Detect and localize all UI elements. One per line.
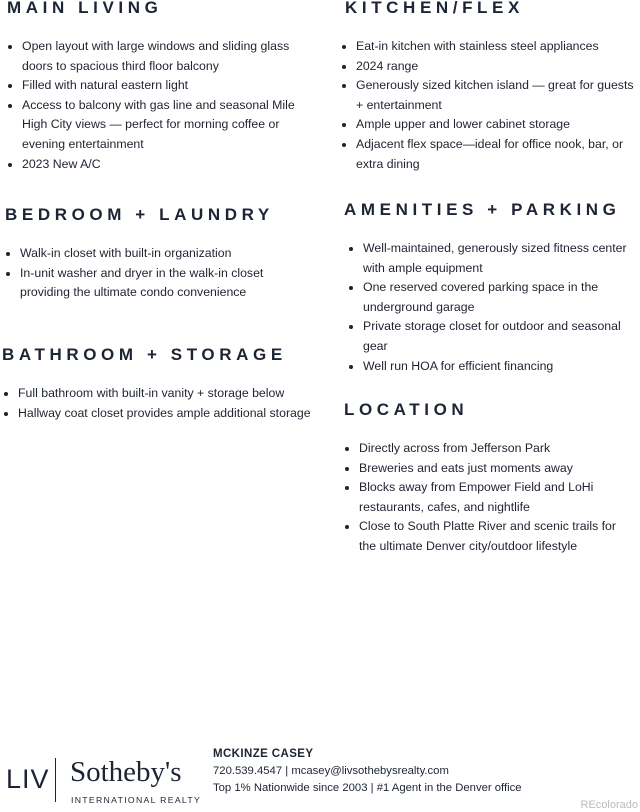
- section-kitchen-flex: [345, 0, 635, 174]
- list-item: Hallway coat closet provides ample additional storage: [3, 404, 312, 424]
- section-location: [344, 400, 634, 557]
- section-bedroom-laundry: [5, 205, 305, 303]
- list-item: Walk-in closet with built-in organization: [5, 244, 305, 264]
- section-title: BATHROOM + STORAGE: [2, 345, 287, 364]
- list-item: Well run HOA for efficient financing: [348, 357, 640, 377]
- list-item: 2024 range: [341, 57, 635, 77]
- list-item: Generously sized kitchen island — great for guests + entertainment: [341, 76, 635, 115]
- logo-divider: [55, 758, 56, 802]
- list-item: Directly across from Jefferson Park: [344, 439, 634, 459]
- watermark: REcolorado: [580, 799, 638, 811]
- list-item: One reserved covered parking space in the underground garage: [348, 278, 640, 317]
- section-title: AMENITIES + PARKING: [344, 200, 621, 219]
- list-item: Filled with natural eastern light: [7, 76, 307, 96]
- section-title: LOCATION: [344, 400, 469, 419]
- agent-tagline: Top 1% Nationwide since 2003 | #1 Agent in the Denver office: [213, 782, 522, 794]
- agent-name: MCKINZE CASEY: [213, 748, 314, 760]
- list-item: Breweries and eats just moments away: [344, 459, 634, 479]
- section-title: KITCHEN/FLEX: [345, 0, 524, 17]
- logo-subtitle: INTERNATIONAL REALTY: [71, 795, 202, 805]
- list-item: Full bathroom with built-in vanity + storage below: [3, 384, 312, 404]
- list-item: Private storage closet for outdoor and seasonal gear: [348, 317, 640, 356]
- feature-list: [341, 37, 635, 174]
- logo-brand: Sotheby's: [70, 756, 182, 788]
- list-item: In-unit washer and dryer in the walk-in closet providing the ultimate condo convenience: [5, 264, 305, 303]
- list-item: Adjacent flex space—ideal for office nook, bar, or extra dining: [341, 135, 635, 174]
- section-title: MAIN LIVING: [7, 0, 163, 17]
- agent-info: [213, 748, 522, 794]
- list-item: Ample upper and lower cabinet storage: [341, 115, 635, 135]
- logo-liv: LIV: [6, 764, 50, 794]
- feature-list: [7, 37, 307, 174]
- feature-list: [3, 384, 312, 423]
- feature-list: [5, 244, 305, 303]
- section-amenities-parking: [344, 200, 640, 376]
- list-item: Eat-in kitchen with stainless steel appliances: [341, 37, 635, 57]
- list-item: Close to South Platte River and scenic trails for the ultimate Denver city/outdoor lifestyle: [344, 517, 634, 556]
- footer: [0, 740, 640, 812]
- section-title: BEDROOM + LAUNDRY: [5, 205, 274, 224]
- list-item: Access to balcony with gas line and seasonal Mile High City views — perfect for morning coffee or evening entertainment: [7, 96, 307, 155]
- list-item: 2023 New A/C: [7, 155, 307, 175]
- section-main-living: [7, 0, 307, 174]
- list-item: Well-maintained, generously sized fitness center with ample equipment: [348, 239, 640, 278]
- feature-list: [344, 439, 634, 557]
- list-item: Open layout with large windows and sliding glass doors to spacious third floor balcony: [7, 37, 307, 76]
- agent-contact: 720.539.4547 | mcasey@livsothebysrealty.com: [213, 765, 449, 777]
- list-item: Blocks away from Empower Field and LoHi restaurants, cafes, and nightlife: [344, 478, 634, 517]
- section-bathroom-storage: [2, 345, 312, 423]
- feature-list: [348, 239, 640, 376]
